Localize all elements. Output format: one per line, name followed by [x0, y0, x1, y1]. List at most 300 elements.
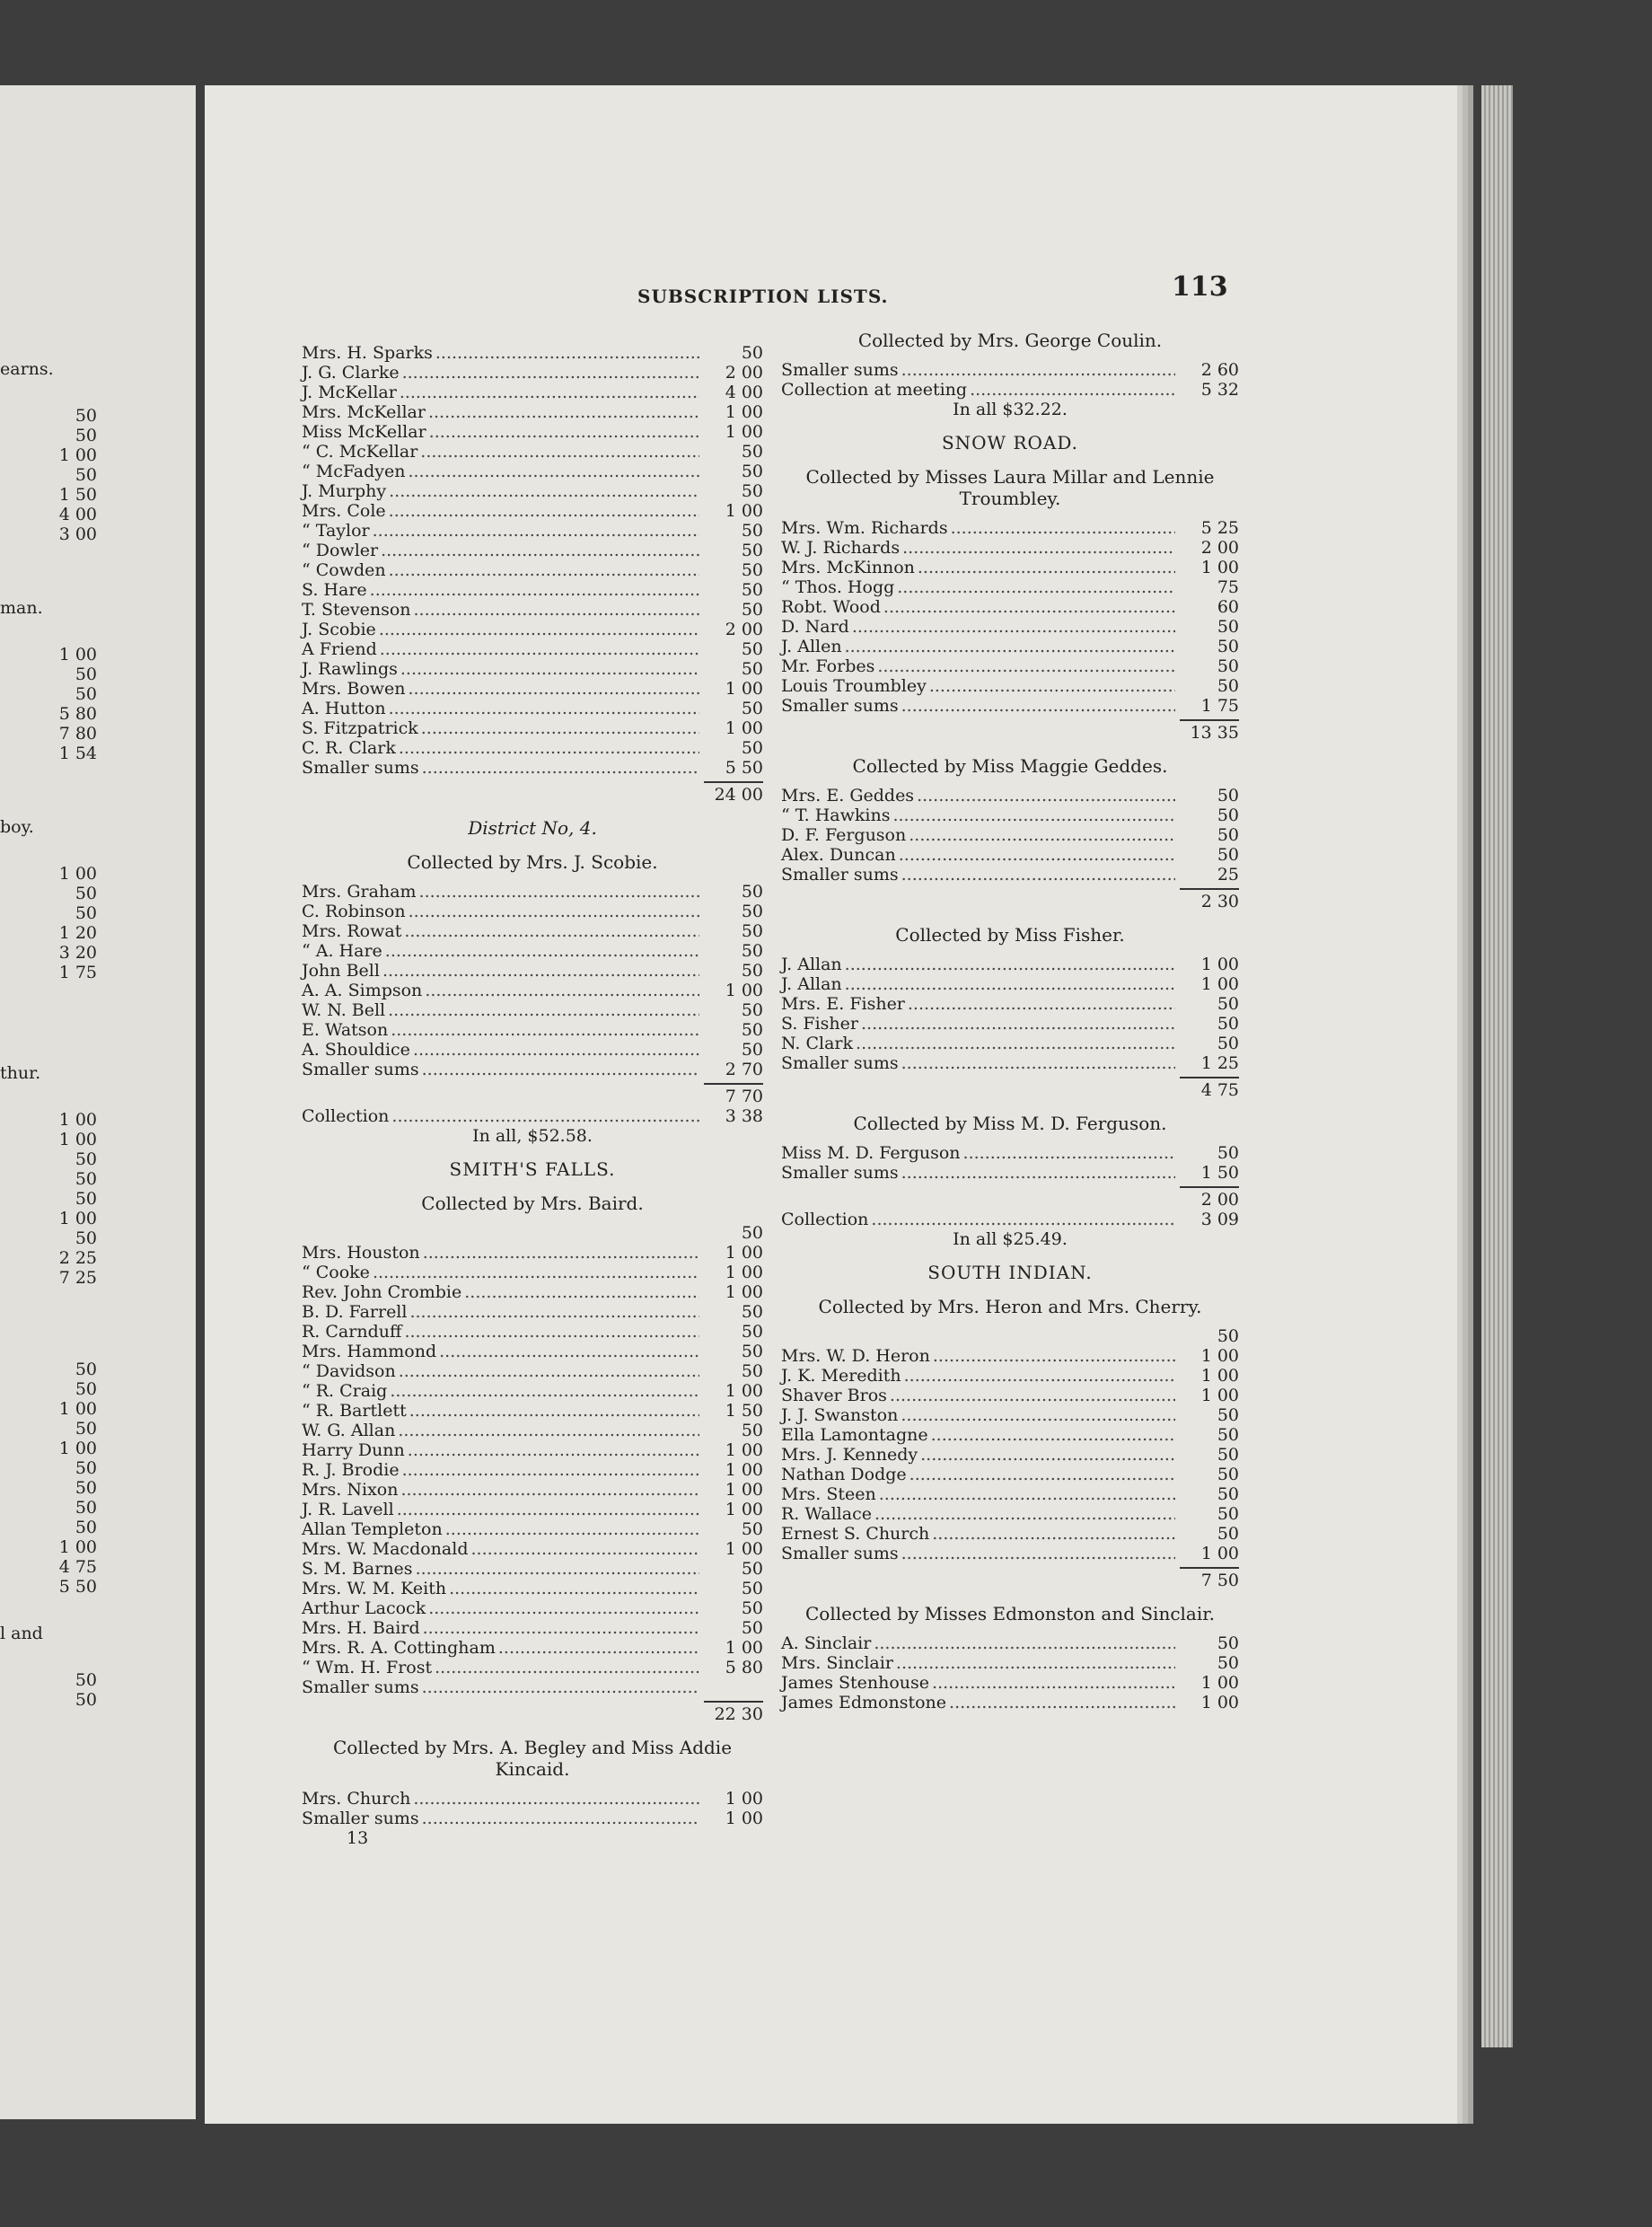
- entry-amount: 50: [1217, 1445, 1239, 1465]
- entry-name: J. Allan: [781, 955, 842, 974]
- leader-dots: [402, 1460, 699, 1480]
- entry-name: Ernest S. Church: [781, 1524, 930, 1544]
- fragment-amount: 5 80: [58, 704, 97, 724]
- fragment-total: 3 20: [58, 943, 97, 963]
- entry-row: [302, 921, 763, 941]
- fragment-amount: 1 00: [58, 864, 97, 884]
- entry-row: [302, 1342, 763, 1361]
- entry-name: Mrs. Sinclair: [781, 1653, 893, 1673]
- entry-amount: 50: [741, 921, 763, 941]
- entry-amount: 50: [741, 1421, 763, 1440]
- entry-name: Mrs. W. M. Keith: [302, 1579, 447, 1598]
- entry-name: John Bell: [302, 961, 380, 981]
- leader-dots: [388, 1000, 699, 1020]
- entry-row: [781, 1673, 1239, 1693]
- leader-dots: [420, 442, 699, 462]
- subtotal: 2 00: [781, 1183, 1239, 1210]
- subtotal: 4 75: [781, 1073, 1239, 1100]
- entry-name: “ T. Hawkins: [781, 805, 891, 825]
- entry-amount: 50: [741, 1559, 763, 1579]
- entry-row: [781, 1034, 1239, 1053]
- entry-row: [302, 902, 763, 921]
- fragment-amount: 50: [75, 1149, 97, 1169]
- entry-amount: 1 00: [725, 1243, 763, 1263]
- fragment-heading: boy.: [0, 817, 34, 837]
- leader-dots: [901, 865, 1175, 885]
- entry-row: [302, 363, 763, 383]
- entry-row: [302, 738, 763, 758]
- entry-row: [302, 1263, 763, 1282]
- collection-line: Collection ..... 3 38: [302, 1106, 763, 1126]
- entry-row: [302, 981, 763, 1000]
- entries-block-2: [302, 882, 763, 1079]
- entry-amount: 1 00: [725, 1539, 763, 1559]
- leader-dots: [408, 1440, 699, 1460]
- fragment-amount: 50: [75, 1379, 97, 1399]
- entry-amount: 1 00: [725, 1381, 763, 1401]
- entry-name: “ Wm. H. Frost: [302, 1658, 433, 1677]
- entry-amount: 50: [741, 560, 763, 580]
- leader-dots: [908, 994, 1175, 1014]
- entry-row: [781, 994, 1239, 1014]
- entry-amount: 50: [741, 1618, 763, 1638]
- entry-row: [302, 1401, 763, 1421]
- fragment-amount: 50: [75, 1228, 97, 1248]
- entry-name: R. J. Brodie: [302, 1460, 400, 1480]
- entry-row: [302, 1677, 763, 1697]
- leader-dots: [874, 1504, 1175, 1524]
- entry-row: [781, 597, 1239, 617]
- leader-dots: [435, 343, 699, 363]
- entry-name: James Stenhouse: [781, 1673, 930, 1693]
- entry-row: [781, 805, 1239, 825]
- leader-dots: [413, 1040, 699, 1060]
- entry-name: “ R. Craig: [302, 1381, 388, 1401]
- entry-name: Mrs. H. Sparks: [302, 343, 433, 363]
- leader-dots: [883, 597, 1175, 617]
- leader-dots: [445, 1519, 699, 1539]
- entry-name: A. Hutton: [302, 699, 386, 718]
- entry-name: Mrs. Houston: [302, 1243, 420, 1263]
- left-column: [302, 343, 763, 1848]
- leader-dots: [400, 383, 699, 402]
- entry-row: [781, 617, 1239, 637]
- entry-row: [302, 1789, 763, 1809]
- entry-name: Robt. Wood: [781, 597, 881, 617]
- entry-name: S. M. Barnes: [302, 1559, 413, 1579]
- leader-dots: [963, 1143, 1175, 1163]
- leader-dots: [917, 786, 1175, 805]
- district-heading: District No, 4.: [468, 817, 597, 839]
- entry-name: Mr. Forbes: [781, 656, 875, 676]
- entry-row: [781, 656, 1239, 676]
- entry-name: J. Scobie: [302, 620, 376, 639]
- leader-dots: [389, 560, 699, 580]
- entry-name: Louis Troumbley: [781, 676, 927, 696]
- entry-row: [302, 580, 763, 600]
- fragment-amount: 50: [75, 1478, 97, 1498]
- entry-name: T. Stevenson: [302, 600, 411, 620]
- leader-dots: [901, 1053, 1175, 1073]
- entry-row: [302, 442, 763, 462]
- entry-row: [781, 538, 1239, 558]
- running-header: SUBSCRIPTION LISTS.: [637, 286, 889, 307]
- entry-name: Mrs. Nixon: [302, 1480, 399, 1500]
- entry-amount: 1 50: [725, 1401, 763, 1421]
- entry-name: Shaver Bros: [781, 1386, 887, 1405]
- fragment-amounts: [0, 1670, 97, 1710]
- entry-name: Smaller sums: [781, 865, 899, 885]
- section-heading: SOUTH INDIAN.: [927, 1262, 1093, 1283]
- entry-name: Smaller sums: [302, 1677, 419, 1697]
- entry-amount: 50: [1217, 1653, 1239, 1673]
- entry-row: [302, 343, 763, 363]
- entry-row: [781, 558, 1239, 577]
- leader-dots: [901, 1163, 1175, 1183]
- entry-name: Smaller sums: [781, 360, 899, 380]
- entry-name: “ Cooke: [302, 1263, 370, 1282]
- entry-name: Mrs. E. Geddes: [781, 786, 915, 805]
- entry-row: [302, 1618, 763, 1638]
- entry-amount: 2 00: [725, 363, 763, 383]
- entry-row: [781, 845, 1239, 865]
- entry-amount: 1 00: [1200, 1693, 1239, 1712]
- entry-row: [302, 1421, 763, 1440]
- leader-dots: [423, 1243, 699, 1263]
- leader-dots: [970, 380, 1175, 400]
- entry-row: [781, 380, 1239, 400]
- entry-amount: 75: [1217, 577, 1239, 597]
- fragment-amount: 50: [75, 1498, 97, 1518]
- leader-dots: [409, 1302, 699, 1322]
- fragment-amount: 1 00: [58, 1209, 97, 1228]
- entry-row: [302, 718, 763, 738]
- entry-row: [781, 1346, 1239, 1366]
- fragment-heading: l and: [0, 1624, 43, 1643]
- entry-name: Mrs. H. Baird: [302, 1618, 420, 1638]
- entry-name: A. Sinclair: [781, 1633, 872, 1653]
- leader-dots: [381, 541, 699, 560]
- leader-dots: [408, 462, 699, 481]
- entry-row: [302, 1539, 763, 1559]
- leader-dots: [464, 1282, 699, 1302]
- entry-amount: 50: [741, 541, 763, 560]
- entry-amount: 50: [1217, 1014, 1239, 1034]
- entry-row: [302, 1381, 763, 1401]
- leader-dots: [904, 1366, 1175, 1386]
- subtotal: 7 70: [302, 1079, 763, 1106]
- fragment-amount: 50: [75, 1169, 97, 1189]
- entry-row: [781, 974, 1239, 994]
- entry-amount: 50: [1217, 1633, 1239, 1653]
- leader-dots: [856, 1034, 1175, 1053]
- fragment-total: 1 54: [58, 744, 97, 763]
- entry-amount: 50: [741, 961, 763, 981]
- entry-row: [302, 600, 763, 620]
- entry-name: Mrs. Hammond: [302, 1342, 437, 1361]
- entry-name: J. Rawlings: [302, 659, 398, 679]
- entry-amount: 50: [741, 580, 763, 600]
- entry-row: [302, 1638, 763, 1658]
- entry-name: J. Murphy: [302, 481, 387, 501]
- entry-name: W. J. Richards: [781, 538, 901, 558]
- leader-dots: [402, 363, 699, 383]
- leader-dots: [428, 402, 699, 422]
- entry-amount: 1 00: [725, 402, 763, 422]
- entry-row: [302, 383, 763, 402]
- entries-block-r1: [781, 360, 1239, 400]
- entry-name: Smaller sums: [302, 758, 419, 778]
- entry-amount: 1 75: [1200, 696, 1239, 716]
- entry-name: Mrs. W. D. Heron: [781, 1346, 930, 1366]
- leader-dots: [879, 1484, 1175, 1504]
- entry-row: [302, 462, 763, 481]
- leader-dots: [391, 1020, 699, 1040]
- entry-row: [302, 1322, 763, 1342]
- entry-amount: 50: [741, 659, 763, 679]
- entry-name: S. Fitzpatrick: [302, 718, 418, 738]
- entry-row: [781, 518, 1239, 538]
- in-all-total: In all, $52.58.: [472, 1126, 593, 1146]
- entry-row: [302, 1440, 763, 1460]
- entry-amount: 50: [741, 941, 763, 961]
- entry-row: [781, 1386, 1239, 1405]
- entry-amount: 50: [1217, 805, 1239, 825]
- leader-dots: [901, 360, 1175, 380]
- entry-amount: 1 00: [1200, 558, 1239, 577]
- leader-dots: [409, 1401, 699, 1421]
- fragment-amount: 1 00: [58, 645, 97, 665]
- entry-amount: 50: [741, 521, 763, 541]
- leader-dots: [422, 1677, 699, 1697]
- entry-name: J. K. Meredith: [781, 1366, 901, 1386]
- entry-amount: 1 00: [725, 501, 763, 521]
- entry-name: “ Thos. Hogg: [781, 577, 895, 597]
- in-all-total: In all $25.49.: [953, 1229, 1068, 1249]
- entry-amount: 50: [741, 882, 763, 902]
- entry-name: “ C. McKellar: [302, 442, 418, 462]
- fragment-amount: 50: [75, 1670, 97, 1690]
- leader-dots: [845, 974, 1175, 994]
- entry-row: [781, 360, 1239, 380]
- entry-name: A Friend: [302, 639, 377, 659]
- entry-amount: 50: [741, 738, 763, 758]
- entry-row: [781, 1465, 1239, 1484]
- entry-name: C. Robinson: [302, 902, 406, 921]
- fragment-amount: 50: [75, 665, 97, 684]
- fragment-amount: 50: [75, 1419, 97, 1439]
- entry-amount: 50: [1217, 656, 1239, 676]
- section-heading: SMITH'S FALLS.: [449, 1158, 616, 1180]
- entry-name: Mrs. McKinnon: [781, 558, 915, 577]
- entry-row: [302, 1000, 763, 1020]
- fragment-total: 7 80: [58, 724, 97, 744]
- entry-amount: 1 00: [725, 1638, 763, 1658]
- entry-name: Mrs. W. Macdonald: [302, 1539, 469, 1559]
- entries-block-r2: [781, 518, 1239, 716]
- leader-dots: [932, 1673, 1175, 1693]
- entry-amount: 50: [1217, 1326, 1239, 1346]
- entry-row: [302, 1361, 763, 1381]
- fragment-amount: 50: [75, 406, 97, 426]
- entry-name: Nathan Dodge: [781, 1465, 907, 1484]
- entry-name: Mrs. Steen: [781, 1484, 876, 1504]
- entry-row: [302, 560, 763, 580]
- leader-dots: [399, 738, 699, 758]
- collector-heading: Collected by Miss Fisher.: [895, 924, 1125, 946]
- entry-amount: 50: [741, 1040, 763, 1060]
- entries-block-r4: [781, 955, 1239, 1073]
- entry-amount: 5 25: [1200, 518, 1239, 538]
- entry-row: [302, 758, 763, 778]
- subtotal: 13 35: [781, 716, 1239, 743]
- leader-dots: [373, 521, 699, 541]
- entry-name: Smaller sums: [302, 1060, 419, 1079]
- entry-row: [781, 577, 1239, 597]
- leader-dots: [379, 620, 699, 639]
- leader-dots: [470, 1539, 699, 1559]
- entry-amount: 50: [1217, 845, 1239, 865]
- entry-amount: 1 00: [725, 422, 763, 442]
- entry-amount: 5 50: [725, 758, 763, 778]
- leader-dots: [901, 1544, 1175, 1563]
- entry-name: J. R. Lavell: [302, 1500, 394, 1519]
- entry-row: [302, 1020, 763, 1040]
- entry-row: [781, 1693, 1239, 1712]
- entry-amount: 1 00: [725, 1282, 763, 1302]
- entry-amount: 50: [741, 481, 763, 501]
- entry-amount: 1 00: [725, 1263, 763, 1282]
- entry-amount: 2 70: [725, 1060, 763, 1079]
- collector-heading: Collected by Miss Maggie Geddes.: [852, 755, 1168, 777]
- collector-heading: Collected by Misses Laura Millar and Lennie Troumbley.: [805, 466, 1215, 509]
- entry-amount: 1 00: [1200, 1673, 1239, 1693]
- entry-amount: 50: [741, 902, 763, 921]
- entry-row: [781, 1014, 1239, 1034]
- entry-amount: 5 32: [1200, 380, 1239, 400]
- entries-block-1: [302, 343, 763, 778]
- entry-name: J. J. Swanston: [781, 1405, 899, 1425]
- leader-dots: [373, 1263, 699, 1282]
- entry-name: Mrs. Bowen: [302, 679, 406, 699]
- entry-amount: 50: [1217, 1524, 1239, 1544]
- collector-heading: Collected by Miss M. D. Ferguson.: [853, 1113, 1167, 1134]
- leader-dots: [409, 679, 699, 699]
- entry-amount: 50: [741, 1579, 763, 1598]
- entry-row: [302, 639, 763, 659]
- entry-row: [781, 1633, 1239, 1653]
- entry-amount: 50: [741, 699, 763, 718]
- entry-row: [302, 1519, 763, 1539]
- page-number: 113: [1172, 271, 1228, 303]
- entry-name: “ Cowden: [302, 560, 386, 580]
- entry-row: [302, 1500, 763, 1519]
- entry-row: [781, 825, 1239, 845]
- fragment-amounts: [0, 1360, 97, 1577]
- entry-amount: 50: [741, 639, 763, 659]
- entry-amount: 1 00: [1200, 974, 1239, 994]
- entry-row: [781, 1366, 1239, 1386]
- leader-dots: [874, 1633, 1175, 1653]
- entry-amount: 1 00: [725, 679, 763, 699]
- fragment-amount: 2 25: [58, 1248, 97, 1268]
- leader-dots: [404, 921, 699, 941]
- entry-amount: 1 00: [1200, 1366, 1239, 1386]
- leader-dots: [429, 422, 699, 442]
- entry-row: [781, 1326, 1239, 1346]
- entry-name: B. D. Farrell: [302, 1302, 408, 1322]
- entry-amount: 50: [741, 1020, 763, 1040]
- entry-row: [781, 1445, 1239, 1465]
- entry-name: “ R. Bartlett: [302, 1401, 407, 1421]
- fragment-total: 5 50: [58, 1577, 97, 1597]
- leader-dots: [390, 1381, 699, 1401]
- entry-row: [302, 521, 763, 541]
- leader-dots: [428, 1598, 699, 1618]
- entry-name: Arthur Lacock: [302, 1598, 426, 1618]
- collector-heading: Collected by Mrs. George Coulin.: [857, 330, 1163, 351]
- entry-amount: 50: [741, 1598, 763, 1618]
- entry-name: Rev. John Crombie: [302, 1282, 462, 1302]
- leader-dots: [901, 696, 1175, 716]
- fragment-amount: 1 00: [58, 1110, 97, 1130]
- entry-amount: 1 00: [725, 981, 763, 1000]
- fragment-amount: 1 00: [58, 445, 97, 465]
- entry-name: “ A. Hare: [302, 941, 382, 961]
- leader-dots: [389, 481, 699, 501]
- leader-dots: [421, 718, 699, 738]
- entry-row: [302, 1223, 763, 1243]
- entry-amount: 50: [1217, 676, 1239, 696]
- leader-dots: [389, 501, 699, 521]
- entry-name: Smaller sums: [781, 696, 899, 716]
- entry-amount: 50: [741, 462, 763, 481]
- entry-amount: 1 00: [725, 718, 763, 738]
- fragment-amounts: [0, 645, 97, 724]
- leader-dots: [449, 1579, 699, 1598]
- entry-row: [302, 1658, 763, 1677]
- entry-row: [302, 659, 763, 679]
- entry-name: A. Shouldice: [302, 1040, 410, 1060]
- entry-name: N. Clark: [781, 1034, 854, 1053]
- entries-block-3: [302, 1223, 763, 1697]
- entry-name: “ Dowler: [302, 541, 379, 560]
- entry-name: “ Davidson: [302, 1361, 396, 1381]
- leader-dots: [929, 676, 1175, 696]
- entry-row: [302, 501, 763, 521]
- leader-dots: [909, 825, 1175, 845]
- entry-amount: 1 00: [1200, 955, 1239, 974]
- entry-name: D. Nard: [781, 617, 849, 637]
- collector-heading: Collected by Mrs. J. Scobie.: [407, 851, 658, 873]
- entry-row: [302, 1579, 763, 1598]
- leader-dots: [918, 558, 1175, 577]
- entry-amount: 50: [1217, 825, 1239, 845]
- leader-dots: [370, 580, 699, 600]
- entry-row: [781, 1143, 1239, 1163]
- leader-dots: [435, 1658, 699, 1677]
- entries-block-4: [302, 1789, 763, 1828]
- collector-heading: Collected by Misses Edmonston and Sinclair.: [805, 1603, 1215, 1624]
- leader-dots: [400, 659, 699, 679]
- leader-dots: [382, 961, 699, 981]
- entry-name: R. Wallace: [781, 1504, 872, 1524]
- fragment-amount: 50: [75, 426, 97, 445]
- entry-amount: 1 00: [725, 1480, 763, 1500]
- entry-name: J. McKellar: [302, 383, 397, 402]
- fragment-heading: earns.: [0, 359, 54, 379]
- fragment-total: 4 00: [58, 505, 97, 524]
